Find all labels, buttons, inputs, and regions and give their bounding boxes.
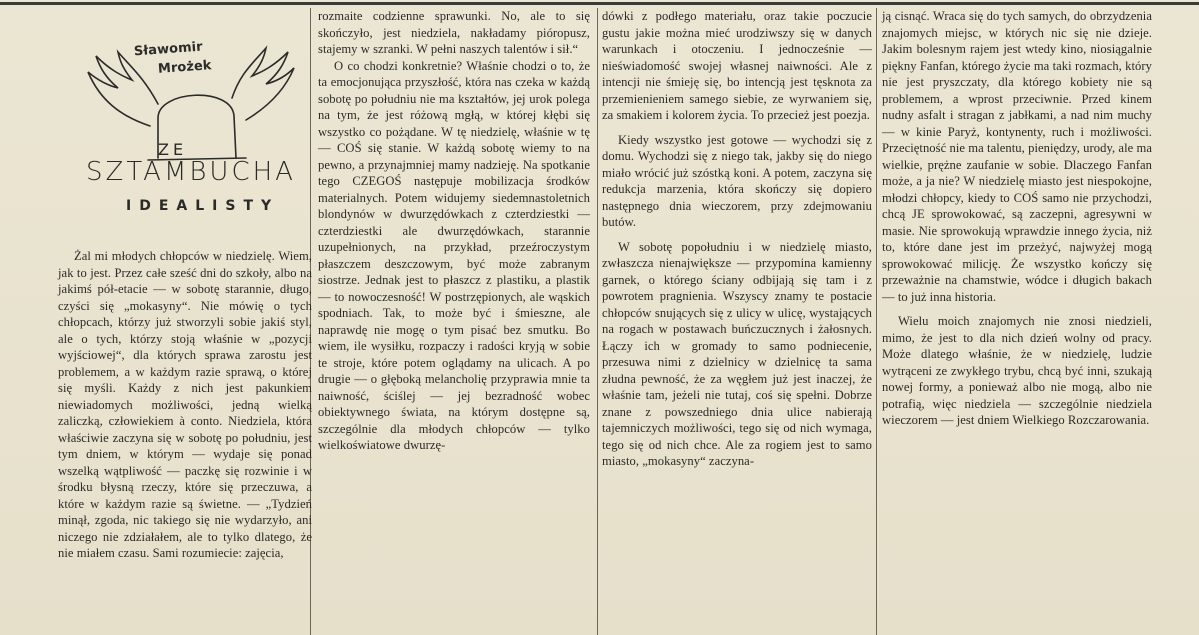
- rubric-subtitle: IDEALISTY: [126, 198, 280, 214]
- column-3: [602, 8, 872, 635]
- paragraph: ją cisnąć. Wraca się do tych samych, do obrzydzenia znajomych miejsc, w których nic się nie dzieje. Jakim bolesnym rajem jest wtedy kino, niosiągalnie piękny Fanfan, którego życie ma taki rozmach, który nie jest pryszczaty, dla którego kobiety nie są problemem, a wprost przeciwnie. Przed kinem nudny asfalt i stragan z jabłkami, a nad nim muchy — w kinie Paryż, kontynenty, ruch i możliwości. Przeciętność nie ma talentu, pieniędzy, urody, ale ma wielkie, prężne zaufanie w sobie. Dlaczego Fanfan może, a ja nie? W niedzielę miasto jest niespokojne, młodzi chłopcy, kiedy to COŚ samo nie przychodzi, chcą JE sprowokować, są zaczepni, agresywni w masie. Nie sprowokują wprawdzie innego życia, niż to, które dane jest im przeżyć, najwyżej mogą sprowokować milicję. Że wszystko kończy się przeważnie na chamstwie, wódce i długich bakach — to już inna historia.: [882, 9, 1152, 304]
- paragraph: Żal mi młodych chłopców w niedzielę. Wiem, jak to jest. Przez całe sześć dni do szkoły, albo na jakimś pół-etacie — w sobotę starannie, długo, czyści się „mokasyny“. Nie mówię o tych chłopcach, którzy już stworzyli sobie jakiś styl, ale o tych, którzy stoją właśnie w „pozycji wyjściowej“, dla których sprawa zarostu jest problemem, a w każdym razie sprawą, o której się myśli. Każdy z nich jest pakunkiem niewiadomych możliwości, jedną wielką zaliczką, człowiekiem à conto. Niedziela, która właściwie zaczyna się w sobotę po południu, jest tym dniem, w którym — wydaje się ponad wszelką wątpliwość — paczkę się rozwinie i w środku błysną rzeczy, które się przeczuwa, a które w każdym razie są świetne. — „Tydzień minął, zgoda, nic takiego się nie wydarzyło, ani niczego nie zdziałałem, ale to tylko dlatego, że nie miałem czasu. Sami rozumiecie: zajęcia,: [58, 249, 312, 560]
- paragraph: dówki z podłego materiału, oraz takie poczucie gustu jakie można mieć urodziwszy się w danych warunkach i otoczeniu. I jednocześnie — nieświadomość swojej własnej naiwności. Ale z intencji nie śmieję się, bo intencją jest tęsknota za przemienieniem samego siebie, ze wyrwaniem się, za smakiem i kolorem życia. To przecież jest poezja.: [602, 9, 872, 122]
- column-1: [40, 8, 312, 635]
- paragraph: Wielu moich znajomych nie znosi niedzieli, mimo, że jest to dla nich dzień wolny od pracy. Może dlatego właśnie, że w niedzielę, ludzie wytrąceni ze zwykłego trybu, chcą być inni, szukają nowej formy, a ponieważ albo nie mogą, albo nie potrafią, więc niedziela — szczególnie niedziela wieczorem — jest dniem Wielkiego Rozczarowania.: [882, 314, 1152, 427]
- paragraph: O co chodzi konkretnie? Właśnie chodzi o to, że ta emocjonująca przyszłość, która nas czeka w każdą sobotę po południu nie ma kształtów, jej urok polega na tym, że jest różową mgłą, w której kłębi się wszystko co pożądane. W tę niedzielę, właśnie w tę — COŚ się stanie. W każdą sobotę wiemy to na pewno, a przynajmniej mamy nadzieję. Na spotkanie tego CZEGOŚ następuje mobilizacja środków materialnych. Potem widujemy siedemnastoletnich blondynów w dwurzędówkach z czterdziestki — czterdziestki ale dwurzędówkach, starannie uzupełnionych, na przykład, przeźroczystym płaszczem deszczowym, być może zabranym siostrze. Jednak jest to płaszcz z plastiku, a plastik — to nowoczesność! W postrzępionych, ale wąskich spodniach. Tak, to może być i śmieszne, ale naprawdę nie mogę o tym pisać bez smutku. Bo wiem, ile wysiłku, rozpaczy i radości kryją w sobie te stroje, które potem oglądamy na ulicach. A po drugie — o głęboką melancholię przyprawia mnie ta naiwność, ściślej — jej bezradność wobec obiektywnego świata, na którym dostępne są, szczególnie dla młodych chłopców — tylko wielkoświatowe dwurzę-: [318, 58, 590, 452]
- top-rule: [0, 2, 1199, 5]
- rubric-title-ze: ZE: [158, 140, 188, 159]
- author-signature: Mrożek: [157, 58, 213, 77]
- author-signature: Sławomir: [133, 39, 204, 60]
- paragraph: Kiedy wszystko jest gotowe — wychodzi się z domu. Wychodzi się z niego tak, jakby się do niego miało wrócić już szóstką koni. A potem, zaczyna się redukcja marzenia, która skończy się dopiero następnego dnia wieczorem, przy zdejmowaniu butów.: [602, 132, 872, 229]
- header-illustration: [40, 8, 312, 248]
- column-2: [312, 8, 590, 635]
- column-rule: [597, 8, 598, 635]
- paragraph: W sobotę popołudniu i w niedzielę miasto, zwłaszcza nienajwiększe — przypomina kamienny garnek, o którego ściany odbijają się tam i z powrotem pragnienia. Wszyscy znamy te postacie chłopców snujących się z ulicy w ulicę, wystających na rogach w postawach buńczucznych i żałosnych. Łączy ich w gromady to samo podniecenie, przesuwa nimi z dzielnicy w dzielnicę ta sama złudna pewność, że za węgłem już jest inaczej, że właśnie tam, jeżeli nie tutaj, coś się spełni. Dobrze znane z powszedniego dnia ulice nabierają tajemniczych możliwości, tego się od nich wymaga, tego się od nich chce. Ale za rogiem jest to samo miasto, „mokasyny“ zaczyna-: [602, 239, 872, 468]
- column-4: [882, 8, 1152, 635]
- paragraph: rozmaite codzienne sprawunki. No, ale to się skończyło, jest niedziela, nakładamy pióropusz, stajemy w szranki. W pełni naszych talentów i sił.“: [318, 9, 590, 56]
- rubric-title: SZTAMBUCHA: [86, 157, 296, 187]
- column-rule: [876, 8, 877, 635]
